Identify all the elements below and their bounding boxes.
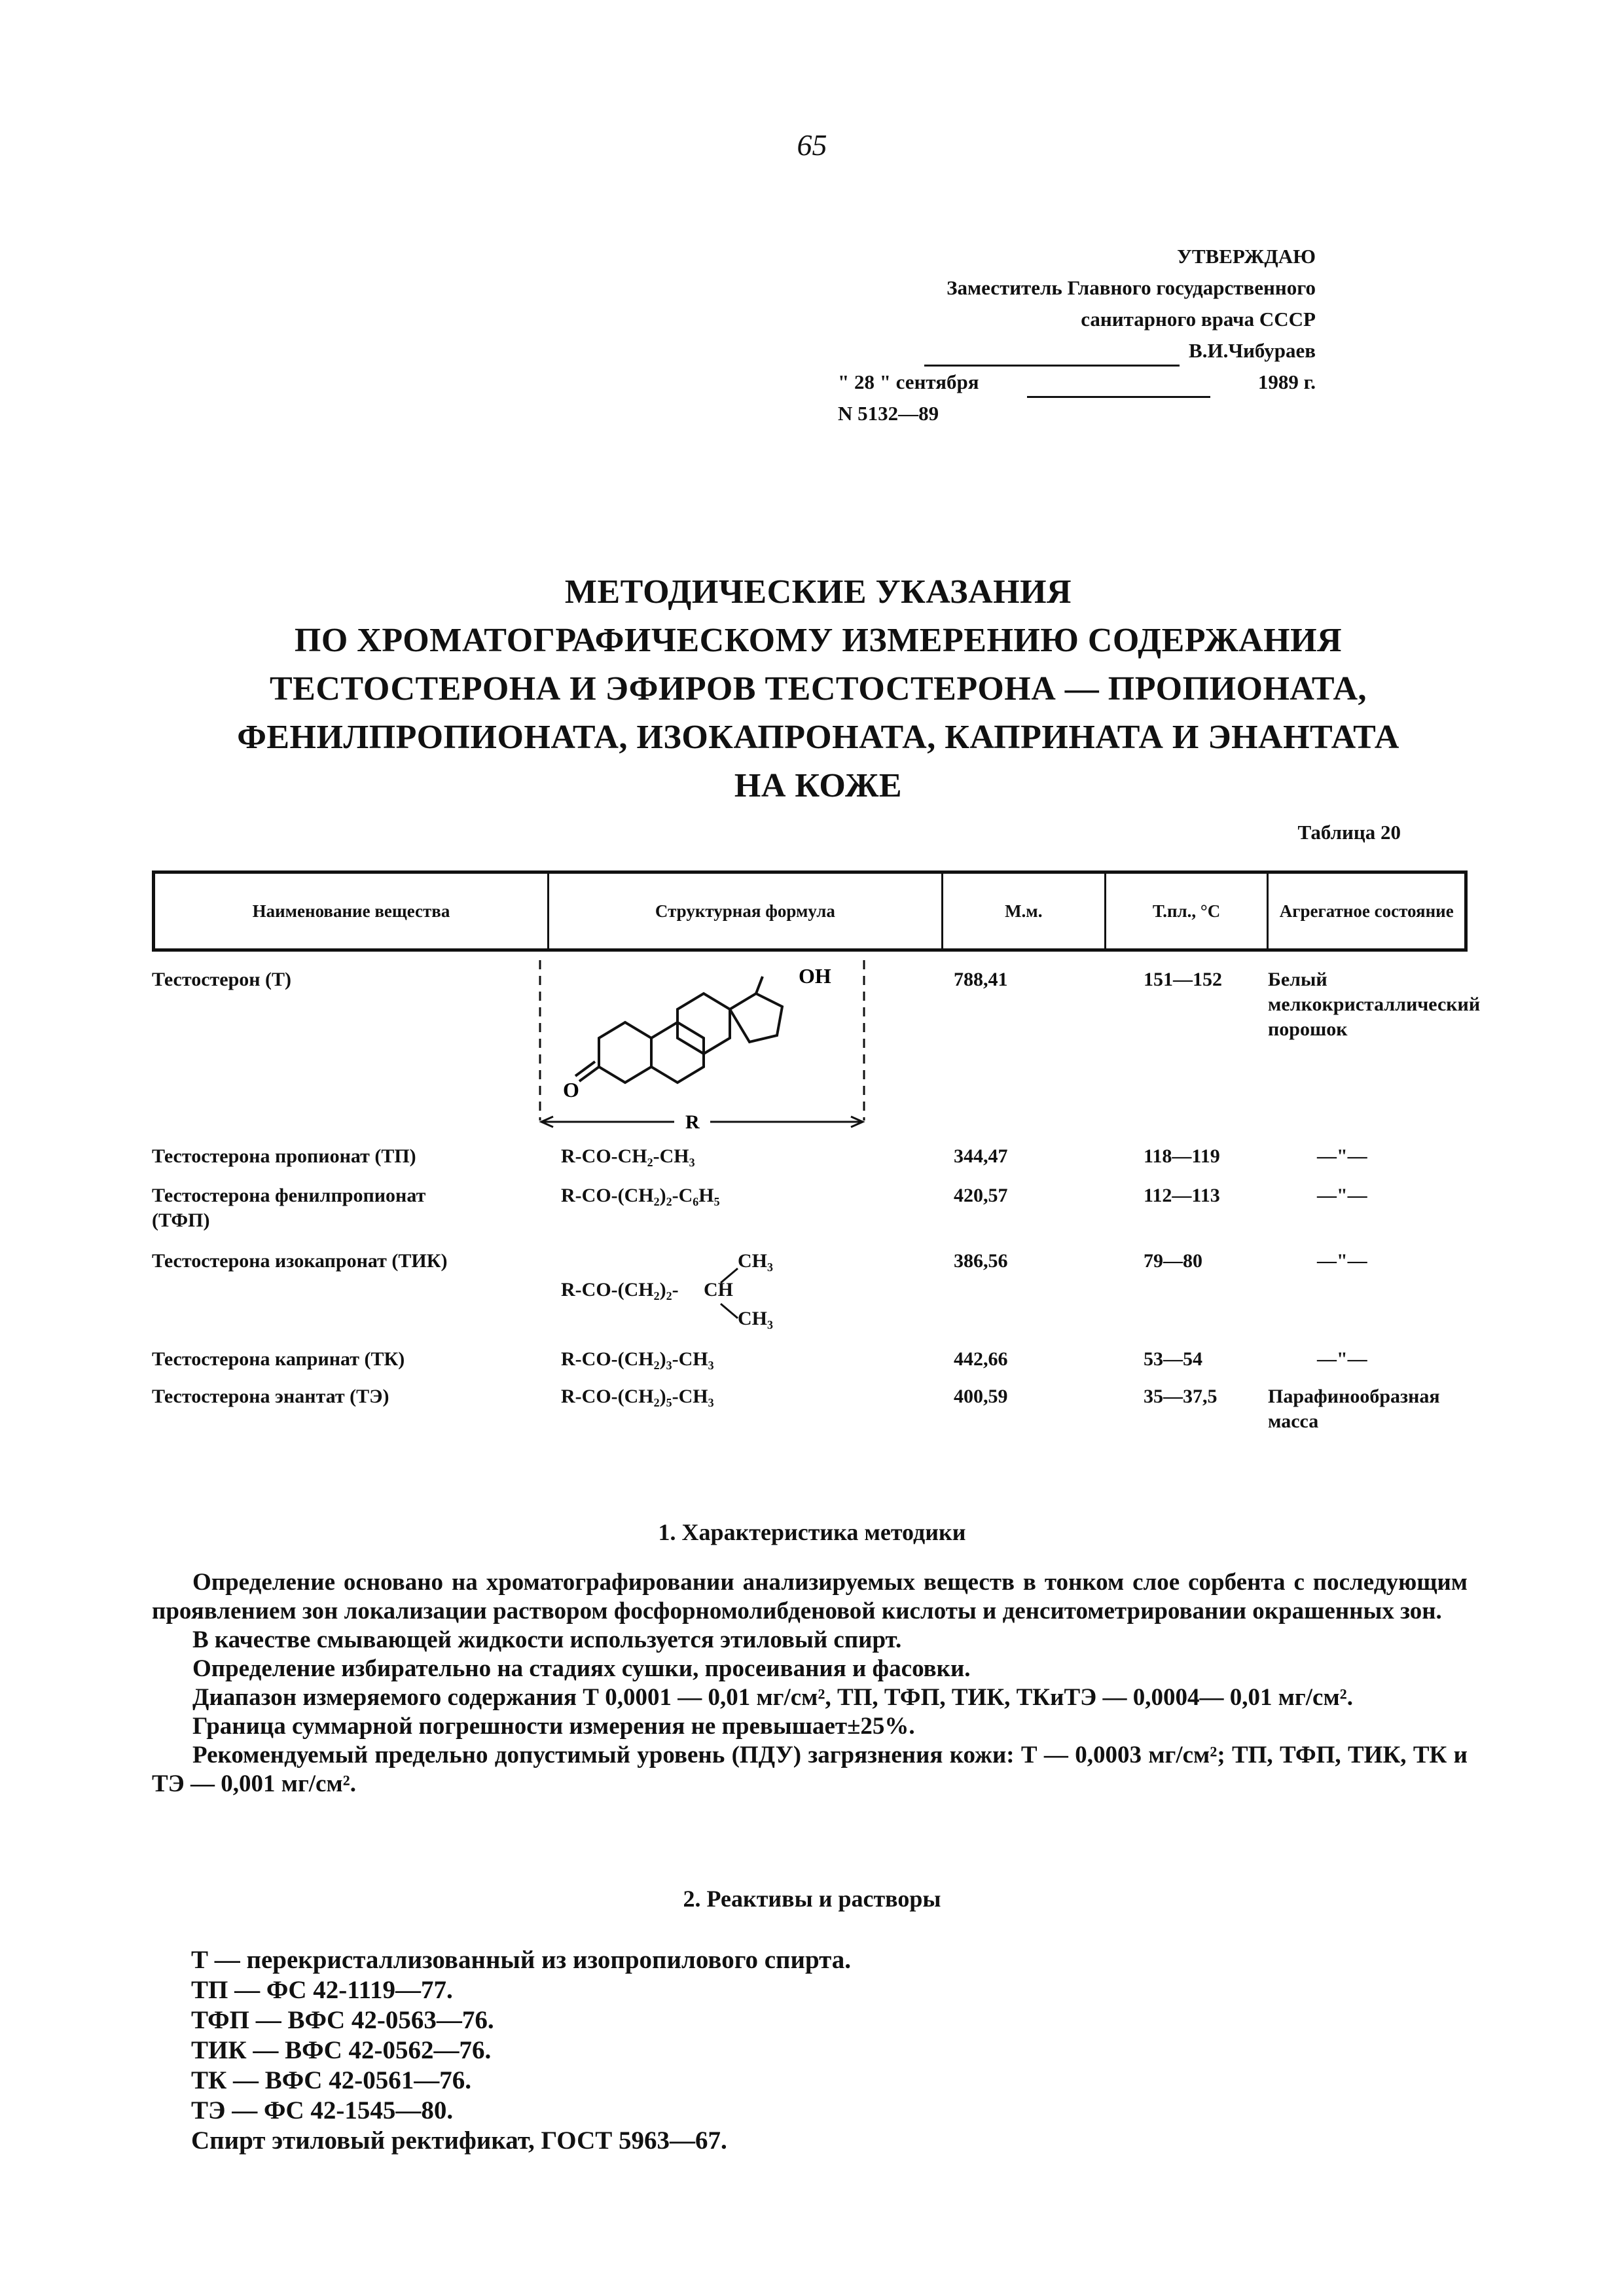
cell-formula: R-CO-(CH₂)₅-CH₃ (561, 1386, 714, 1407)
paragraph: Определение избирательно на стадиях сушки, просеивания и фасовки. (192, 1655, 971, 1682)
cell-name: Тестостерона пропионат (ТП) (152, 1145, 416, 1167)
cell-melting: 118—119 (1144, 1145, 1220, 1167)
approval-heading: УТВЕРЖДАЮ (1177, 245, 1316, 268)
ch-branch: CH (704, 1279, 733, 1300)
cell-formula: R-CO-CH₂-CH₃ (561, 1145, 695, 1167)
list-item: ТИК — ВФС 42-0562—76. (191, 2036, 492, 2064)
section-2-title: 2. Реактивы и растворы (683, 1886, 941, 1912)
cell-name: Тестостерона энантат (ТЭ) (152, 1386, 389, 1407)
header-name: Наименование вещества (155, 874, 549, 948)
steroid-rings (575, 977, 782, 1083)
cell-melting: 112—113 (1144, 1185, 1220, 1206)
cell-melting: 35—37,5 (1144, 1386, 1218, 1407)
r-label: R (685, 1111, 700, 1133)
cell-state: Белый мелкокристаллический порошок (1268, 969, 1481, 1040)
cell-state: —"— (1317, 1185, 1367, 1206)
title-line: ФЕНИЛПРОПИОНАТА, ИЗОКАПРОНАТА, КАПРИНАТА И ЭНАНТАТА (237, 719, 1399, 756)
cell-state: —"— (1317, 1145, 1367, 1167)
page-number: 65 (797, 128, 827, 162)
header-state: Агрегатное состояние (1279, 901, 1454, 921)
cell-mass: 344,47 (954, 1145, 1008, 1167)
approval-position-line1: Заместитель Главного государственного (947, 276, 1316, 299)
approval-date-day: " 28 " сентября (838, 370, 979, 393)
approval-position-line2: санитарного врача СССР (1081, 308, 1316, 331)
list-item: ТП — ФС 42-1119—77. (191, 1976, 453, 2004)
cell-name: Тестостерона изокапронат (ТИК) (152, 1250, 448, 1272)
list-item: ТФП — ВФС 42-0563—76. (191, 2006, 494, 2034)
ch3-bottom: CH₃ (738, 1308, 773, 1329)
cell-mass: 420,57 (954, 1185, 1008, 1206)
title-line: МЕТОДИЧЕСКИЕ УКАЗАНИЯ (564, 573, 1072, 611)
cell-mass: 386,56 (954, 1250, 1008, 1272)
cell-state: Парафинообразная масса (1268, 1386, 1440, 1432)
cell-mass: 400,59 (954, 1386, 1008, 1407)
cell-name: Тестостерон (Т) (152, 969, 292, 990)
cell-mass: 442,66 (954, 1348, 1008, 1370)
title-line: ТЕСТОСТЕРОНА И ЭФИРОВ ТЕСТОСТЕРОНА — ПРОПИОНАТА, (269, 670, 1367, 708)
section-1-body (152, 1568, 1468, 1799)
title-line: ПО ХРОМАТОГРАФИЧЕСКОМУ ИЗМЕРЕНИЮ СОДЕРЖАНИЯ (294, 622, 1343, 659)
list-item: Т — перекристаллизованный из изопропилового спирта. (191, 1946, 852, 1974)
cell-name: Тестостерона фенилпропионат (ТФП) (152, 1185, 426, 1231)
cell-formula: R-CO-(CH₂)₃-CH₃ (561, 1348, 714, 1370)
testosterone-structure (533, 957, 874, 1134)
cell-state: —"— (1317, 1348, 1367, 1370)
cell-formula (561, 1249, 928, 1327)
signatory-name: В.И.Чибураев (1189, 339, 1316, 362)
cell-mass: 788,41 (954, 969, 1008, 990)
list-item: Спирт этиловый ректификат, ГОСТ 5963—67. (191, 2126, 727, 2155)
reagents-list (191, 1945, 1369, 2156)
paragraph: В качестве смывающей жидкости используется этиловый спирт. (192, 1626, 902, 1653)
header-melting: Т.пл., °С (1106, 874, 1269, 948)
title-line: НА КОЖЕ (734, 767, 903, 804)
cell-melting: 79—80 (1144, 1250, 1202, 1272)
table-caption: Таблица 20 (1297, 821, 1401, 844)
approval-date-year: 1989 г. (1257, 370, 1316, 393)
cell-melting: 53—54 (1144, 1348, 1202, 1370)
oh-label: OH (799, 964, 831, 988)
isocaproate-chain: R-CO-(CH₂)₂- (561, 1279, 679, 1300)
cell-melting: 151—152 (1144, 969, 1222, 990)
cell-name: Тестостерона капринат (ТК) (152, 1348, 405, 1370)
approval-block (838, 241, 1316, 429)
signature-row (838, 335, 1316, 367)
paragraph: Диапазон измеряемого содержания Т 0,0001 — 0,01 мг/см², ТП, ТФП, ТИК, ТКиТЭ — 0,0004— 0,01 мг/см². (192, 1684, 1353, 1711)
document-number: N 5132—89 (838, 402, 939, 425)
document-title (118, 568, 1519, 810)
cell-formula: R-CO-(CH₂)₂-C₆H₅ (561, 1185, 720, 1206)
list-item: ТК — ВФС 42-0561—76. (191, 2066, 471, 2094)
paragraph: Граница суммарной погрешности измерения не превышает±25%. (192, 1713, 915, 1740)
header-mass: М.м. (943, 874, 1106, 948)
ch3-top: CH₃ (738, 1250, 773, 1272)
paragraph: Определение основано на хроматографировании анализируемых веществ в тонком слое сорбента с последующим проявлением зон локализации раствором фосфорномолибденовой кислоты и денситометрировании окрашенных зон. (152, 1569, 1468, 1624)
date-row (838, 367, 1316, 398)
date-line (1027, 367, 1210, 398)
table-header (152, 870, 1468, 952)
r-arrow (541, 1117, 863, 1127)
header-formula: Структурная формула (549, 874, 943, 948)
list-item: ТЭ — ФС 42-1545—80. (191, 2096, 454, 2125)
paragraph: Рекомендуемый предельно допустимый уровень (ПДУ) загрязнения кожи: Т — 0,0003 мг/см²; ТП, ТФП, ТИК, ТК и ТЭ — 0,001 мг/см². (152, 1742, 1468, 1797)
cell-state: —"— (1317, 1250, 1367, 1272)
section-1-title: 1. Характеристика методики (658, 1519, 966, 1545)
oxygen-label: O (563, 1078, 579, 1102)
